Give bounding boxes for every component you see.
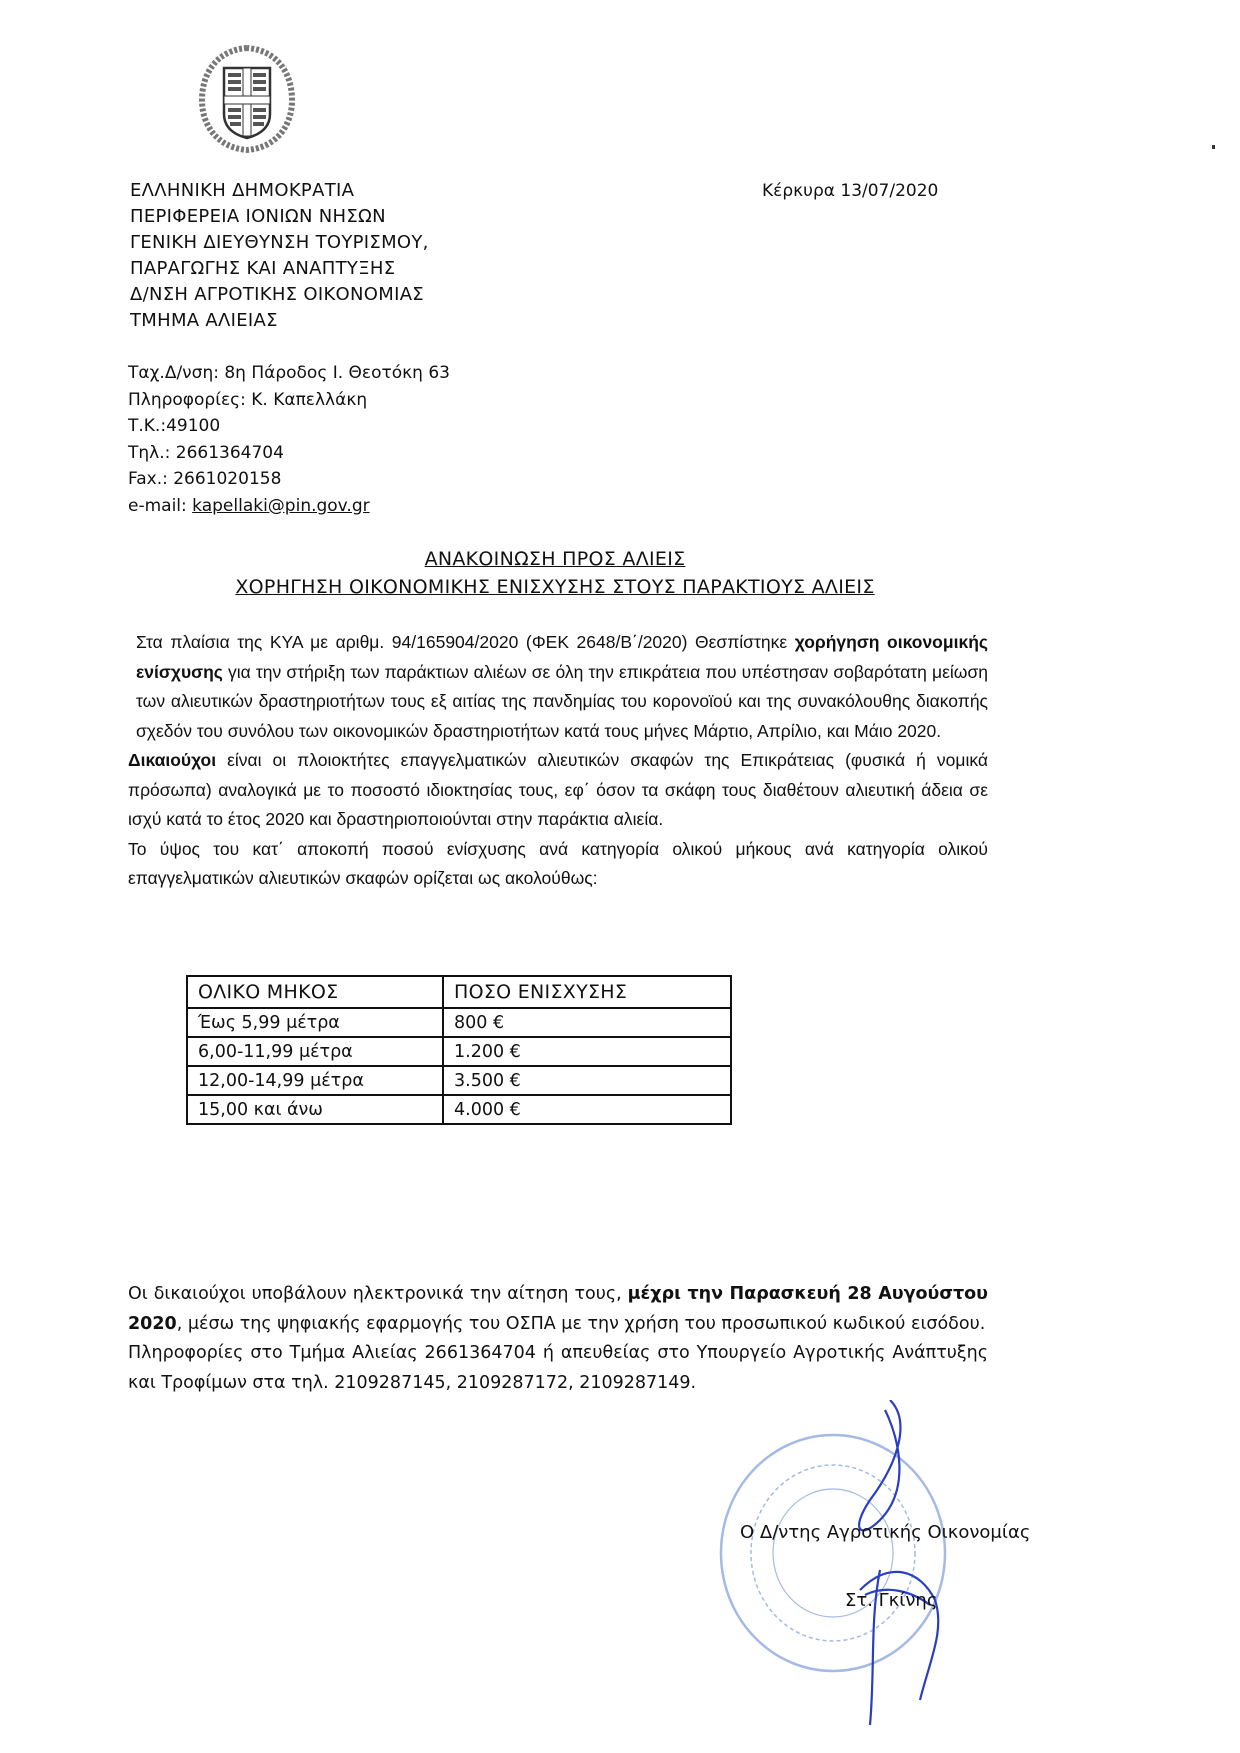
text: είναι οι πλοιοκτήτες επαγγελματικών αλιευτικών σκαφών της Επικράτειας (φυσικά ή νομικά πρόσωπα) αναλογικά με το ποσοστό ιδιοκτησίας τους, εφ΄ όσον τα σκάφη τους διαθέτουν αλιευτική άδεια σε ισχύ κατά το έτος 2020 και δραστηριοποιούνται στην παράκτια αλιεία. (128, 750, 988, 829)
table-row (187, 1037, 731, 1066)
length-cell: Έως 5,99 μέτρα (187, 1008, 443, 1037)
aid-amount-table (186, 975, 732, 1125)
greek-coat-of-arms-icon (188, 40, 306, 158)
body-paragraph-1 (128, 628, 988, 746)
announcement-subtitle: ΧΟΡΗΓΗΣΗ ΟΙΚΟΝΟΜΙΚΗΣ ΕΝΙΣΧΥΣΗΣ ΣΤΟΥΣ ΠΑΡΑΚΤΙΟΥΣ ΑΛΙΕΙΣ (235, 576, 875, 598)
amount-cell: 4.000 € (443, 1095, 731, 1124)
header-line: ΓΕΝΙΚΗ ΔΙΕΥΘΥΝΣΗ ΤΟΥΡΙΣΜΟΥ, (130, 232, 429, 253)
email-label: e-mail: (128, 495, 193, 516)
body-paragraph-3: Το ύψος του κατ΄ αποκοπή ποσού ενίσχυσης ανά κατηγορία ολικού μήκους ανά κατηγορία ολικού επαγγελματικών αλιευτικών σκαφών ορίζεται ως ακολούθως: (128, 838, 988, 888)
table-row (187, 1066, 731, 1095)
postal-address: Ταχ.Δ/νση: 8η Πάροδος Ι. Θεοτόκη 63 (128, 363, 450, 383)
handwritten-signature-icon (840, 1400, 960, 1730)
length-cell: 12,00-14,99 μέτρα (187, 1066, 443, 1095)
signatory-name: Στ. Γκίνης (845, 1590, 938, 1611)
table-row (187, 1095, 731, 1124)
column-header: ΟΛΙΚΟ ΜΗΚΟΣ (187, 976, 443, 1008)
contact-block (128, 360, 450, 519)
place-date: Κέρκυρα 13/07/2020 (762, 181, 939, 201)
header-line: ΠΑΡΑΓΩΓΗΣ ΚΑΙ ΑΝΑΠΤΥΞΗΣ (130, 258, 396, 279)
text: Στα πλαίσια της ΚΥΑ με αριθμ. 94/165904/2020 (ΦΕΚ 2648/Β΄/2020) Θεσπίστηκε (136, 632, 795, 652)
announcement-body (128, 628, 988, 894)
postal-code: Τ.Κ.:49100 (128, 416, 221, 436)
text: για την στήριξη των παράκτιων αλιέων σε όλη την επικράτεια που υπέστησαν σοβαρότατη μείωση των αλιευτικών δραστηριοτήτων τους εξ αιτίας της πανδημίας του κορονοϊού και της συνακόλουθης διακοπής σχεδόν του συνόλου των οικονομικών δραστηριοτήτων κατά τους μήνες Μάρτιο, Απρίλιο, και Μάιο 2020. (136, 661, 988, 741)
amount-cell: 800 € (443, 1008, 731, 1037)
issuer-header (130, 178, 429, 334)
signatory-title: Ο Δ/ντης Αγροτικής Οικονομίας (740, 1522, 1031, 1543)
text: Οι δικαιούχοι υποβάλουν ηλεκτρονικά την αίτηση τους, (128, 1284, 628, 1304)
table-row (187, 1008, 731, 1037)
header-line: ΕΛΛΗΝΙΚΗ ΔΗΜΟΚΡΑΤΙΑ (130, 180, 355, 201)
email-line (128, 493, 450, 520)
header-line: Δ/ΝΣΗ ΑΓΡΟΤΙΚΗΣ ΟΙΚΟΝΟΜΙΑΣ (130, 284, 424, 305)
column-header: ΠΟΣΟ ΕΝΙΣΧΥΣΗΣ (443, 976, 731, 1008)
amount-cell: 1.200 € (443, 1037, 731, 1066)
deadline-emphasis: μέχρι την Παρασκευή 28 Αυγούστου 2020 (128, 1284, 988, 1334)
emphasis: Δικαιούχοι (128, 750, 217, 770)
fax: Fax.: 2661020158 (128, 469, 282, 489)
scan-speck (1212, 145, 1215, 149)
closing-paragraphs (128, 1280, 988, 1398)
length-cell: 15,00 και άνω (187, 1095, 443, 1124)
deadline-paragraph (128, 1280, 988, 1339)
info-paragraph: Πληροφορίες στο Τμήμα Αλιείας 2661364704 ή απευθείας στο Υπουργείο Αγροτικής Ανάπτυξης και Τροφίμων στα τηλ. 2109287145, 2109287172, 2109287149. (128, 1343, 988, 1393)
table-header-row (187, 976, 731, 1008)
email-link[interactable]: kapellaki@pin.gov.gr (192, 495, 370, 516)
emphasis: χορήγηση οικονομικής ενίσχυσης (136, 632, 988, 682)
header-line: ΠΕΡΙΦΕΡΕΙΑ ΙΟΝΙΩΝ ΝΗΣΩΝ (130, 206, 386, 227)
contact-person: Πληροφορίες: Κ. Καπελλάκη (128, 389, 368, 410)
phone: Τηλ.: 2661364704 (128, 442, 284, 463)
length-cell: 6,00-11,99 μέτρα (187, 1037, 443, 1066)
amount-cell: 3.500 € (443, 1066, 731, 1095)
announcement-titles (140, 545, 970, 601)
body-paragraph-2 (128, 746, 988, 835)
text: , μέσω της ψηφιακής εφαρμογής του ΟΣΠΑ με την χρήση του προσωπικού κωδικού εισόδου. (176, 1313, 986, 1334)
announcement-title: ΑΝΑΚΟΙΝΩΣΗ ΠΡΟΣ ΑΛΙΕΙΣ (424, 548, 686, 570)
header-line: ΤΜΗΜΑ ΑΛΙΕΙΑΣ (130, 310, 278, 331)
